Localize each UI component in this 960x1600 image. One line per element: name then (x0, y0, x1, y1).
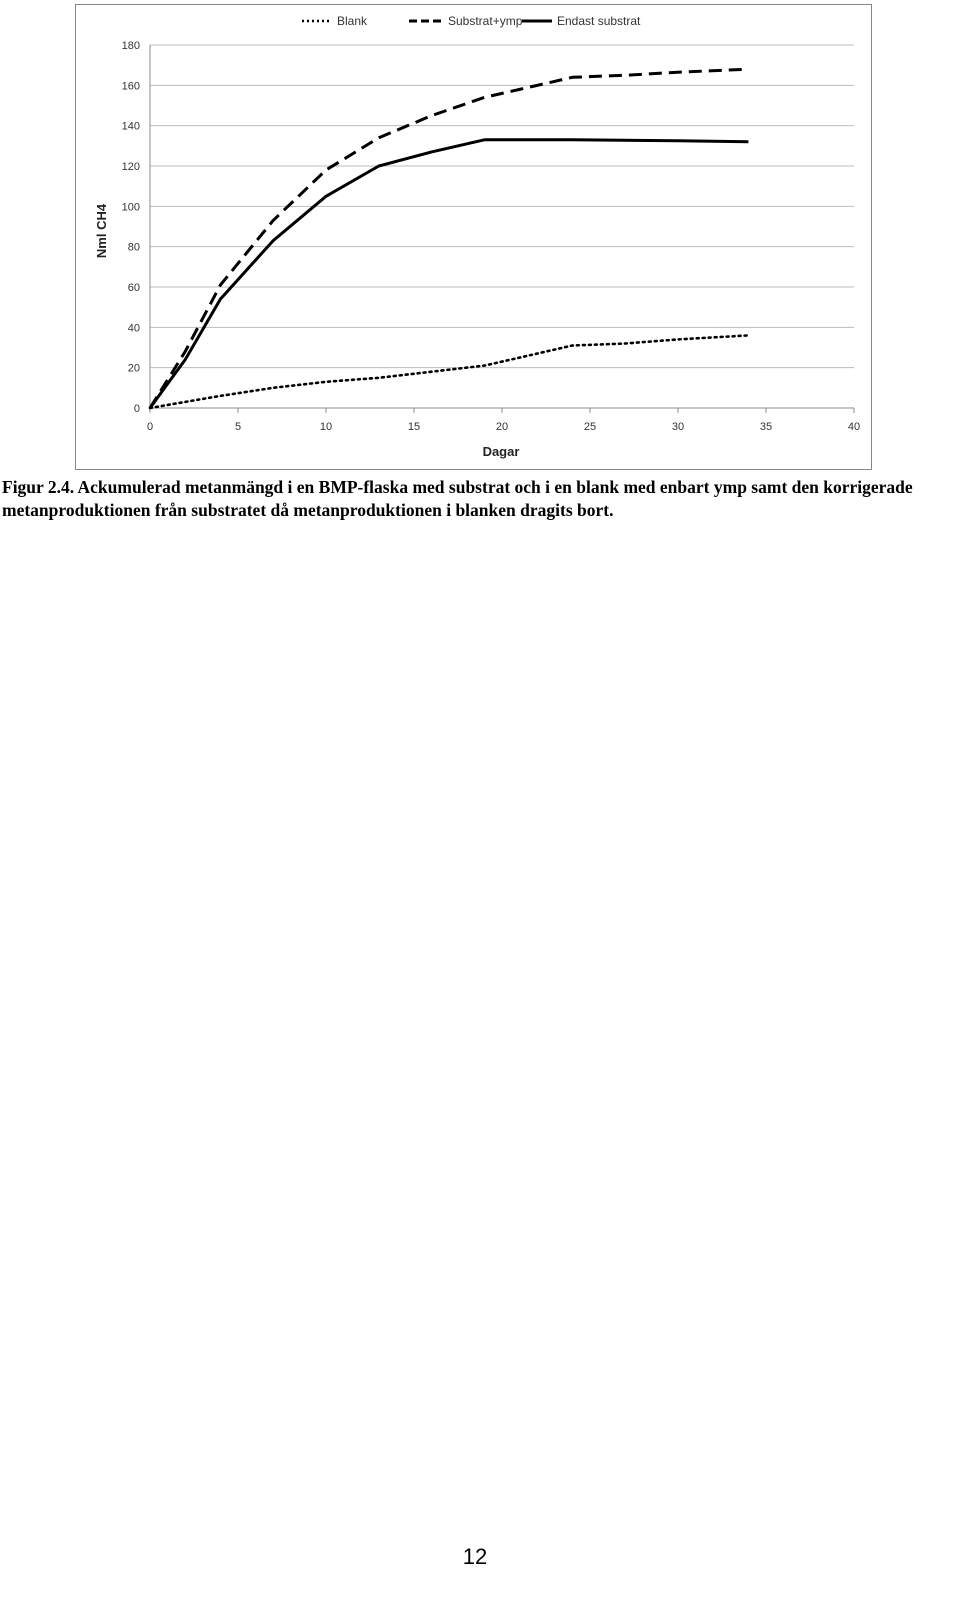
y-tick-label: 40 (127, 322, 140, 335)
x-tick-label: 40 (847, 421, 861, 433)
x-tick-label: 35 (759, 421, 773, 433)
x-tick-label: 30 (671, 421, 685, 433)
y-tick-label: 140 (121, 120, 140, 133)
x-axis-title: Dagar (482, 444, 520, 459)
line-chart (76, 5, 873, 471)
y-tick-label: 0 (133, 403, 140, 415)
x-tick-label: 25 (583, 421, 597, 433)
legend-label: Substrat+ymp (448, 14, 523, 28)
legend (302, 14, 641, 28)
legend-label: Endast substrat (557, 14, 641, 28)
axes (122, 40, 860, 433)
y-axis-title: Nml CH4 (94, 203, 109, 259)
series-lines (150, 69, 748, 408)
y-tick-label: 60 (127, 282, 140, 294)
y-tick-label: 180 (121, 40, 140, 52)
series-line-substrat-ymp (150, 69, 748, 408)
x-tick-label: 5 (234, 421, 242, 433)
figure-caption: Figur 2.4. Ackumulerad metanmängd i en BMP-flaska med substrat och i en blank med enbart ymp samt den korrigerade metanproduktionen från substratet då metanproduktionen i blanken dragits bort. (2, 477, 913, 520)
x-tick-label: 10 (319, 421, 333, 433)
y-tick-label: 160 (121, 80, 140, 93)
x-tick-label: 15 (407, 421, 421, 433)
x-tick-label: 0 (146, 421, 154, 433)
y-tick-label: 120 (121, 161, 140, 173)
y-tick-label: 80 (127, 241, 140, 254)
chart-frame (75, 4, 872, 470)
page-number: 12 (462, 1544, 488, 1569)
y-tick-label: 20 (127, 362, 140, 375)
x-tick-label: 20 (495, 421, 509, 433)
y-tick-label: 100 (121, 201, 140, 214)
legend-label: Blank (337, 14, 368, 28)
series-line-blank (150, 335, 748, 408)
